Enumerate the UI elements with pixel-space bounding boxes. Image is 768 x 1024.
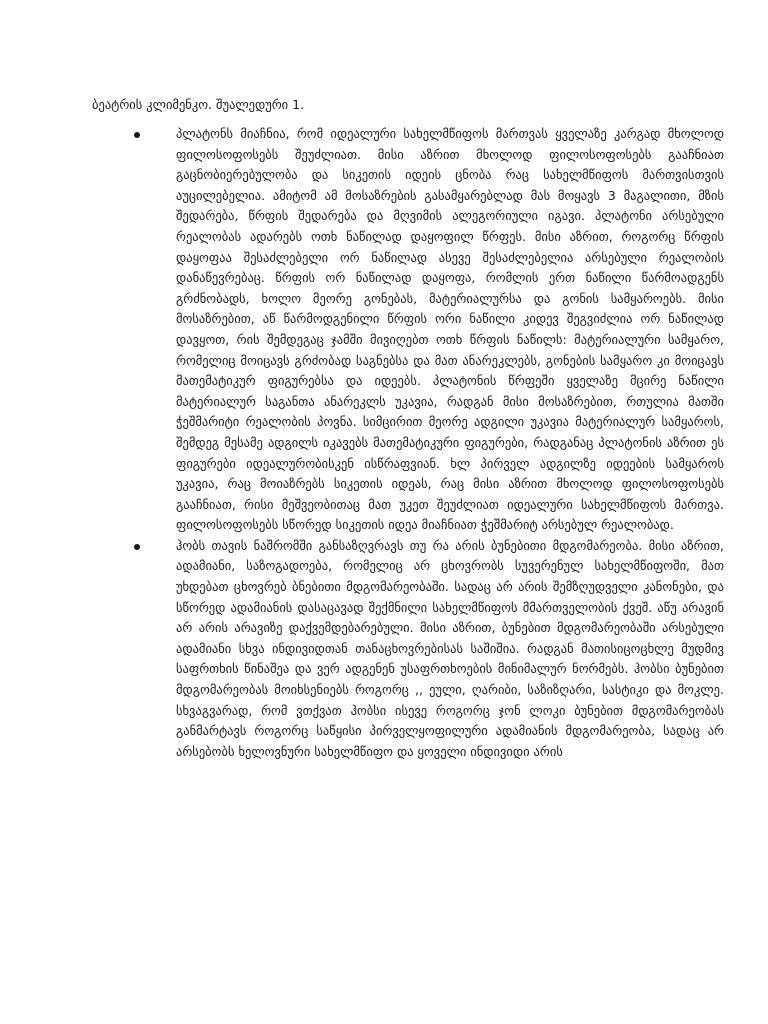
bullet-dot-icon bbox=[134, 132, 140, 138]
bullet-text: პლატონს მიაჩნია, რომ იდეალური სახელმწიფოს მართვას ყველაზე კარგად მხოლოდ ფილოსოფოსებს შეუძლიათ. მისი აზრით მხოლოდ ფილოსოფოსებს გააჩნიათ გაცნობიერებულობა და სიკეთის იდეის ცნობა რაც სახელმწიფოს მართვისთვის აუცილებელია. ამიტომ ამ მოსაზრების გასამყარებლად მას მოყავს 3 მაგალითი, მზის შედარება, წრფის შედარება და მღვიმის ალეგორიული იგავი. პლატონი არსებული რეალობას ადარებს ოთხ ნაწილად დაყოფილ წრფეს. მისი აზრით, როგორც წრფის დაყოფაა შესაძლებელი ორ ნაწილად ასევე შესაძლებელია არსებული რეალობის დანაწევრებაც. წრფის ორ ნაწილად დაყოფა, რომლის ერთ ნაწილი წარმოადგენს გრძნობადს, ხოლო მეორე გონებას, მატერიალურსა და გონის სამყაროებს. მისი მოსაზრებით, აწ წარმოდგენილი წრფის ორი ნაწილი კიდევ შეგვიძლია ორ ნაწილად დავყოთ, რის შემდეგაც ჯამში მივიღებთ ოთხ წრფის ნაწილს: მატერიალური სამყარო, რომელიც მოიცავს გრძობად საგნებსა და მათ ანარეკლებს, გონების სამყარო კი მოიცავს მათემატიკურ ფიგურებსა და იდეებს. პლატონის წრფეში ყველაზე მცირე ნაწილი მატერიალურ საგანთა ანარეკლს უკავია, რადგან მისი მოსაზრებით, რთულია მათში ჭეშმარიტი რეალობის პოვნა. სიმცირით მეორე ადგილი უკავია მატერიალურ სამყაროს, შემდეგ მესამე ადგილს იკავებს მათემატიკური ფიგურები, რადგანაც პლატონის აზრით ეს ფიგურები იდეალურობისკენ ისწრაფვიან. ხლ პირველ ადგილზე იდეების სამყაროს უკავია, რაც მოიაზრებს სიკეთის იდეას, რაც მისი აზრით მხოლოდ ფილოსოფოსებს გააჩნიათ, რისი მეშვეობითაც მათ უკეთ შეუძლიათ იდეალური სახელმწიფოს მართვა. ფილოსოფოსებს სწორედ სიკეთის იდეა მიაჩნიათ ჭეშმარიტ არსებულ რეალობად. bbox=[176, 126, 724, 533]
bullet-dot-icon bbox=[134, 544, 140, 550]
bullet-text: ჰობს თავის ნაშრომში განსაზღვრავს თუ რა არის ბუნებითი მდგომარეობა. მისი აზრით, ადამიანი, საზოგადოება, რომელიც არ ცხოვრობს სუვერენულ სახელმწიფოში, მათ უხდებათ ცხოვრებ ბნებითი მდგომარეობაში. სადაც არ არის შემზღუდველი კანონები, და სწორედ ადამიანის დასაცავად შექმნილი სახელმწიფოს მმართველობის ქვეშ. აწუ არავინ არ არის არავიზე დაქვემდებარებული. მისი აზრით, ბუნებით მდგომარეობაში არსებული ადამიანი სხვა ინდივიდთან თანაცხოვრებისას საშიშია. რადგან მათისიცოცხლე მუდმივ საფრთხის წინაშეა და ვერ ადგენენ უსაფრთხოების მინიმალურ ნორმებს. ჰობსი ბუნებით მდგომარეობას მოიხსენიებს როგორც ,, ეული, ღარიბი, საზიზღარი, სასტიკი და მოკლე. სხვაგვარად, რომ ვთქვათ ჰობსი ისევე როგორც ჯონ ლოკი ბუნებით მდგომარეობას განმარტავს როგორც საწყისი პირველყოფილური ადამიანის მდგომარეობა, სადაც არ არსებობს ხელოვნური სახელმწიფო და ყოველი ინდივიდი არის bbox=[176, 537, 724, 759]
bullet-item-hobbes bbox=[176, 536, 724, 763]
document-heading: ბეატრის კლიმენკო. შუალედური 1. bbox=[92, 97, 305, 112]
bullet-list bbox=[127, 124, 724, 762]
bullet-item-plato bbox=[176, 124, 724, 536]
